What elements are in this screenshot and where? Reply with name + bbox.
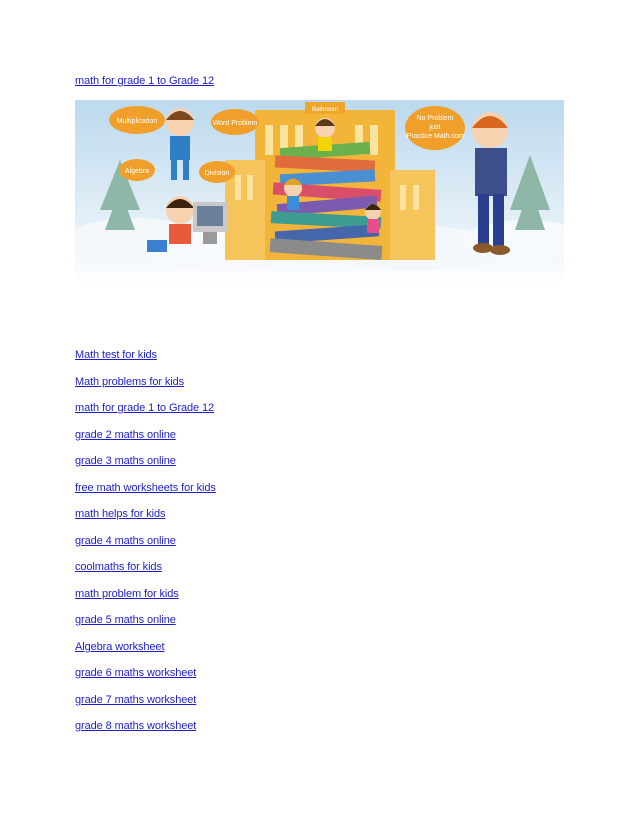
link-item[interactable]: grade 5 maths online <box>75 614 176 626</box>
link-item[interactable]: grade 2 maths online <box>75 429 176 441</box>
link-item[interactable]: math problem for kids <box>75 588 179 600</box>
link-item[interactable]: Algebra worksheet <box>75 641 165 653</box>
bubble-multiplication <box>109 106 165 134</box>
math-kids-banner-image <box>75 100 564 284</box>
link-item[interactable]: grade 3 maths online <box>75 455 176 467</box>
svg-text:Division: Division <box>204 170 230 177</box>
svg-text:No Problem: No Problem <box>416 115 454 122</box>
svg-text:Bathroom: Bathroom <box>311 107 339 113</box>
bubble-word-problem <box>211 109 259 135</box>
svg-text:Multiplication: Multiplication <box>116 118 158 125</box>
bubble-algebra <box>119 159 155 181</box>
banner-illustration <box>75 100 564 284</box>
svg-text:iPractice Math.com: iPractice Math.com <box>405 133 465 140</box>
bubble-division <box>199 161 235 183</box>
link-item[interactable]: Math test for kids <box>75 349 157 361</box>
svg-text:Algebra: Algebra <box>124 168 150 175</box>
top-link-math-grade-1-12[interactable]: math for grade 1 to Grade 12 <box>75 75 215 87</box>
link-item[interactable]: free math worksheets for kids <box>75 482 216 494</box>
link-item[interactable]: grade 7 maths worksheet <box>75 694 197 706</box>
link-item[interactable]: coolmaths for kids <box>75 561 162 573</box>
link-item[interactable]: math for grade 1 to Grade 12 <box>75 402 215 414</box>
link-item[interactable]: grade 8 maths worksheet <box>75 720 197 732</box>
svg-text:just: just <box>429 124 441 131</box>
link-item[interactable]: Math problems for kids <box>75 376 185 388</box>
kid-top-of-books <box>315 118 335 151</box>
link-item[interactable]: math helps for kids <box>75 508 166 520</box>
svg-text:Word Problem: Word Problem <box>212 120 258 127</box>
link-item[interactable]: grade 4 maths online <box>75 535 176 547</box>
bubble-no-problem <box>405 106 465 150</box>
link-item[interactable]: grade 6 maths worksheet <box>75 667 197 679</box>
